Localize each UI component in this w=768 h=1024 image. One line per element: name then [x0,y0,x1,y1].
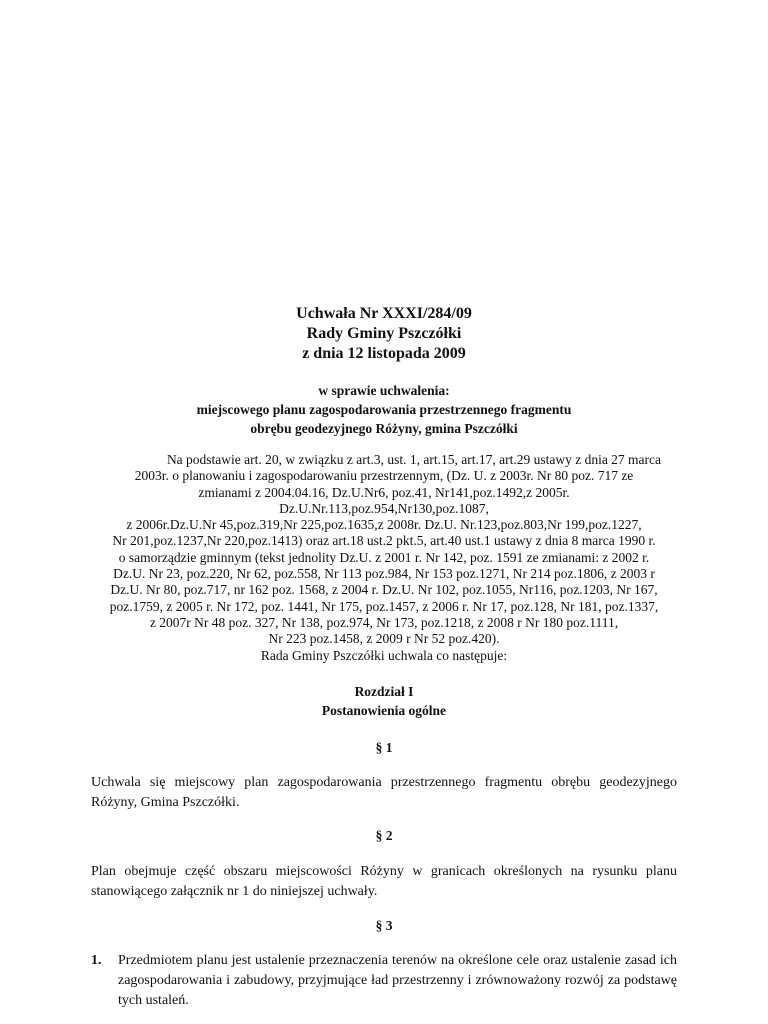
legal-basis-line: zmianami z 2004.04.16, Dz.U.Nr6, poz.41, Nr141,poz.1492,z 2005r. [198,484,570,500]
enactment-formula: Rada Gminy Pszczółki uchwala co następuje: [260,647,508,663]
subject-line: miejscowego planu zagospodarowania przestrzennego fragmentu [196,402,572,417]
legal-basis-line: 2003r. o planowaniu i zagospodarowaniu przestrzennym, (Dz. U. z 2003r. Nr 80 poz. 717 ze [134,468,634,484]
subject-line: w sprawie uchwalenia: [318,383,450,398]
resolution-date: z dnia 12 listopada 2009 [302,345,466,362]
section-heading-2: § 2 [375,828,393,843]
subject-line: obrębu geodezyjnego Różyny, gmina Pszczółki [250,421,518,436]
section-heading-3: § 3 [375,918,393,933]
resolution-number: Uchwała Nr XXXI/284/09 [296,305,472,322]
section-text-1: Uchwala się miejscowy plan zagospodarowania przestrzennego fragmentu obrębu geodezyjnego Różyny, Gmina Pszczółki. [91,775,677,810]
legal-basis [80,452,688,664]
council-name: Rady Gminy Pszczółki [306,325,462,342]
chapter-heading [0,682,768,720]
resolution-title [0,304,768,364]
legal-basis-line: o samorządzie gminnym (tekst jednolity Dz.U. z 2001 r. Nr 142, poz. 1591 ze zmianami: z 2002 r. [118,549,650,565]
legal-basis-line: Nr 201,poz.1237,Nr 220,poz.1413) oraz art.18 ust.2 pkt.5, art.40 ust.1 ustawy z dnia 8 marca 1990 r. [112,533,656,549]
chapter-number: Rozdział I [354,684,414,699]
list-item [91,951,677,1011]
legal-basis-line: z 2007r Nr 48 poz. 327, Nr 138, poz.974, Nr 173, poz.1218, z 2008 r Nr 180 poz.1111, [149,614,619,630]
legal-basis-line: Dz.U.Nr.113,poz.954,Nr130,poz.1087, [279,500,489,516]
legal-basis-line: poz.1759, z 2005 r. Nr 172, poz. 1441, Nr 175, poz.1457, z 2006 r. Nr 17, poz.128, Nr 181, poz.1337, [109,598,659,614]
chapter-name: Postanowienia ogólne [321,703,447,718]
list-item-number: 1. [91,953,102,968]
section-text-2: Plan obejmuje część obszaru miejscowości Różyny w granicach określonych na rysunku planu stanowiącego załącznik nr 1 do niniejszej uchwały. [91,864,677,899]
resolution-subject [0,381,768,438]
legal-basis-line: Na podstawie art. 20, w związku z art.3, ust. 1, art.15, art.17, art.29 ustawy z dnia 27 marca [166,452,662,467]
list-item-text: Przedmiotem planu jest ustalenie przeznaczenia terenów na określone cele oraz ustalenie zasad ich zagospodarowania i zabudowy, przyjmujące ład przestrzenny i zrównoważony rozwój za podstawę tych ustaleń. [118,953,677,1008]
legal-basis-line: z 2006r.Dz.U.Nr 45,poz.319,Nr 225,poz.1635,z 2008r. Dz.U. Nr.123,poz.803,Nr 199,poz.1227, [126,517,642,533]
legal-basis-line: Dz.U. Nr 23, poz.220, Nr 62, poz.558, Nr 113 poz.984, Nr 153 poz.1271, Nr 214 poz.1806, z 2003 r [113,566,655,582]
legal-basis-line: Dz.U. Nr 80, poz.717, nr 162 poz. 1568, z 2004 r. Dz.U. Nr 102, poz.1055, Nr116, poz.1203, Nr 167, [110,582,658,598]
legal-basis-line: Nr 223 poz.1458, z 2009 r Nr 52 poz.420). [268,631,500,647]
section-heading-1: § 1 [375,740,393,755]
